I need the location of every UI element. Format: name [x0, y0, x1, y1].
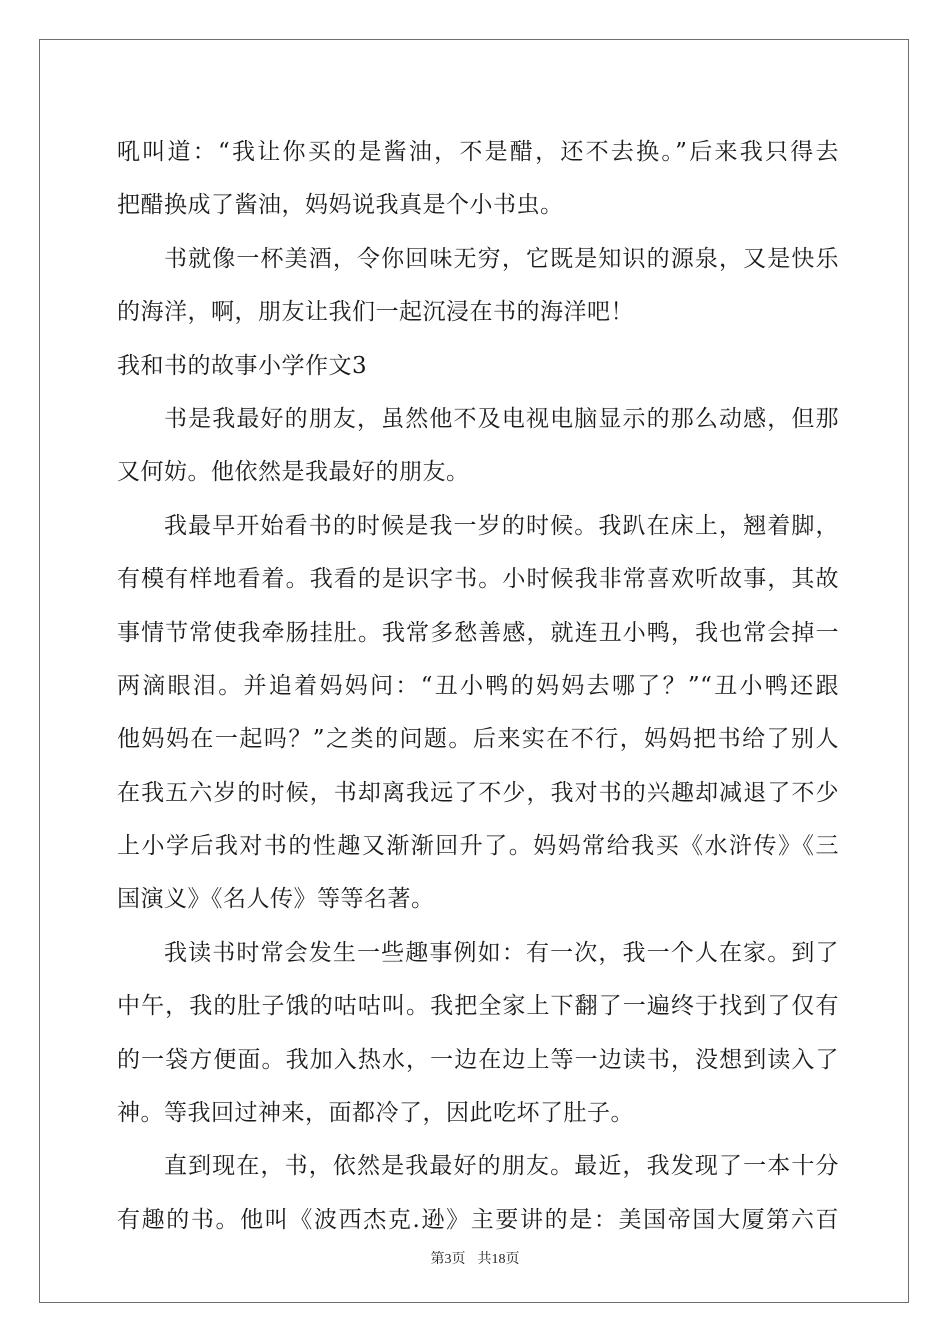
document-body — [117, 126, 839, 1247]
paragraph-start-line: 我读书时常会发生一些趣事例如：有一次，我一个人在家。到了 — [164, 939, 839, 966]
page-total: 共18页 — [477, 1252, 520, 1267]
paragraph-start-line: 书就像一杯美酒，令你回味无穷，它既是知识的源泉，又是快乐 — [164, 245, 839, 272]
text-line: 把醋换成了酱油，妈妈说我真是个小书虫。 — [117, 192, 564, 219]
text-line: 事情节常使我牵肠挂肚。我常多愁善感，就连丑小鸭，我也常会掉一 — [117, 619, 839, 646]
paragraph-start-line: 我最早开始看书的时候是我一岁的时候。我趴在床上，翘着脚， — [164, 512, 839, 539]
text-line: 的一袋方便面。我加入热水，一边在边上等一边读书，没想到读入了 — [117, 1046, 839, 1073]
text-line: 在我五六岁的时候，书却离我远了不少，我对书的兴趣却减退了不少 — [117, 779, 839, 806]
text-line: 中午，我的肚子饿的咕咕叫。我把全家上下翻了一遍终于找到了仅有 — [117, 993, 839, 1020]
text-line: 神。等我回过神来，面都冷了，因此吃坏了肚子。 — [117, 1100, 634, 1127]
text-line: 有模有样地看着。我看的是识字书。小时候我非常喜欢听故事，其故 — [117, 566, 839, 593]
text-line: 国演义》《名人传》等等名著。 — [117, 886, 435, 913]
page-number: 第3页 — [430, 1252, 466, 1267]
text-line: 上小学后我对书的性趣又渐渐回升了。妈妈常给我买《水浒传》《三 — [117, 833, 839, 860]
text-line: 的海洋，啊，朋友让我们一起沉浸在书的海洋吧！ — [117, 299, 634, 326]
paragraph-start-line: 直到现在，书，依然是我最好的朋友。最近，我发现了一本十分 — [164, 1153, 839, 1180]
text-line: 又何妨。他依然是我最好的朋友。 — [117, 459, 470, 486]
text-line: 两滴眼泪。并追着妈妈问：“丑小鸭的妈妈去哪了？”“丑小鸭还跟 — [117, 672, 839, 699]
page-footer — [0, 1248, 950, 1268]
text-line: 他妈妈在一起吗？”之类的问题。后来实在不行，妈妈把书给了别人 — [117, 726, 839, 753]
paragraph-start-line: 书是我最好的朋友，虽然他不及电视电脑显示的那么动感，但那 — [164, 405, 839, 432]
text-line: 有趣的书。他叫《波西杰克.逊》主要讲的是：美国帝国大厦第六百 — [117, 1206, 839, 1233]
text-line: 吼叫道：“我让你买的是酱油，不是醋，还不去换。”后来我只得去 — [117, 139, 839, 165]
section-heading: 我和书的故事小学作文3 — [117, 352, 368, 379]
